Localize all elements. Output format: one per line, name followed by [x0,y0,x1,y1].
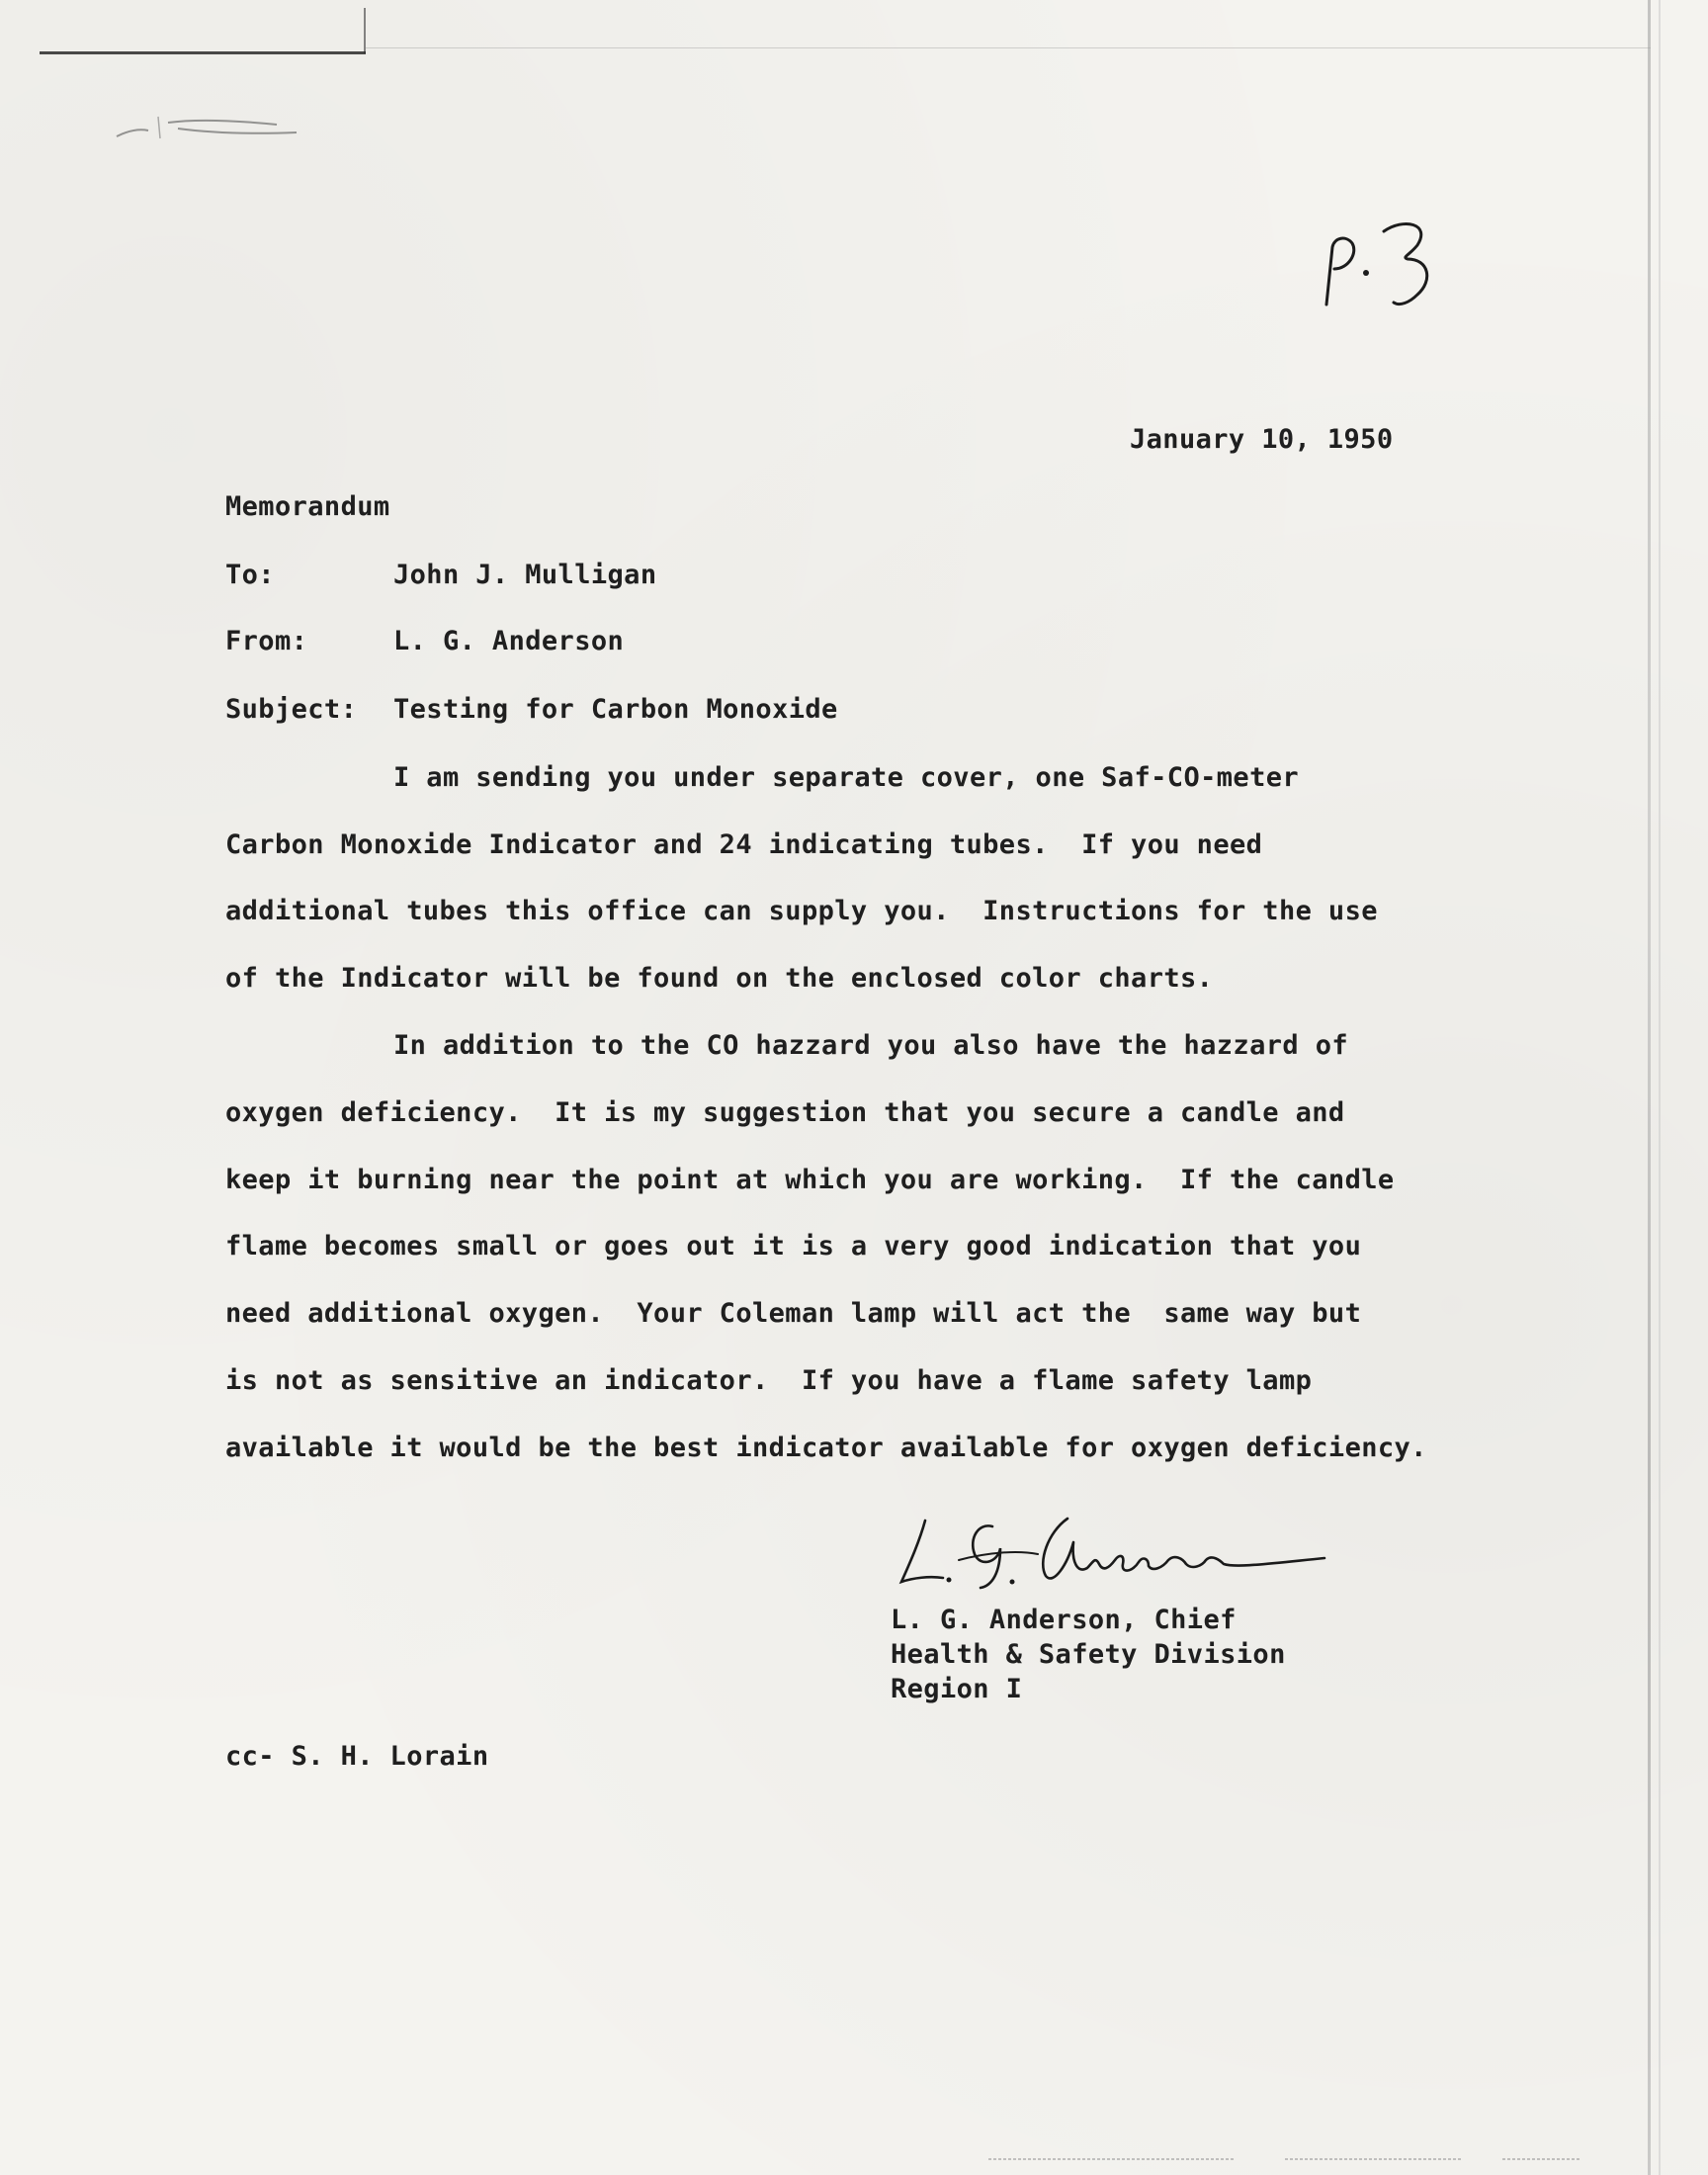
handwritten-page-note [1315,208,1473,316]
paragraph-1-line-3: additional tubes this office can supply you. Instructions for the use [225,896,1378,926]
scan-artifact-faint-line [366,47,1651,48]
paragraph-1-line-2: Carbon Monoxide Indicator and 24 indicating tubes. If you need [225,829,1263,860]
margin-scribble [109,109,306,148]
subject-label: Subject: [225,694,358,725]
paragraph-2-line-3: keep it burning near the point at which you are working. If the candle [225,1165,1395,1195]
scan-artifact-bottom [988,2155,1581,2163]
memo-heading: Memorandum [225,491,390,522]
paragraph-1-line-1: I am sending you under separate cover, one Saf-CO-meter [393,762,1300,793]
paragraph-2-line-2: oxygen deficiency. It is my suggestion that you secure a candle and [225,1097,1345,1128]
subject-value: Testing for Carbon Monoxide [393,694,838,725]
scan-edge-shadow [1648,0,1651,2175]
paragraph-1-line-4: of the Indicator will be found on the enclosed color charts. [225,963,1214,994]
handwritten-signature [890,1503,1344,1592]
paragraph-2-line-7: available it would be the best indicator available for oxygen deficiency. [225,1433,1427,1463]
signature-name-line: L. G. Anderson, Chief [891,1605,1237,1635]
memo-date: January 10, 1950 [1130,424,1394,455]
signature-region-line: Region I [891,1674,1023,1704]
from-value: L. G. Anderson [393,626,625,656]
paragraph-2-line-1: In addition to the CO hazzard you also have the hazzard of [393,1030,1349,1061]
to-value: John J. Mulligan [393,560,657,590]
from-label: From: [225,626,308,656]
to-label: To: [225,560,275,590]
carbon-copy-line: cc- S. H. Lorain [225,1741,489,1772]
scan-artifact-line [40,51,366,54]
signature-division-line: Health & Safety Division [891,1639,1286,1670]
paragraph-2-line-4: flame becomes small or goes out it is a very good indication that you [225,1231,1362,1262]
paragraph-2-line-6: is not as sensitive an indicator. If you have a flame safety lamp [225,1365,1313,1396]
paragraph-2-line-5: need additional oxygen. Your Coleman lamp will act the same way but [225,1298,1362,1329]
scan-edge-shadow-faint [1659,0,1661,2175]
